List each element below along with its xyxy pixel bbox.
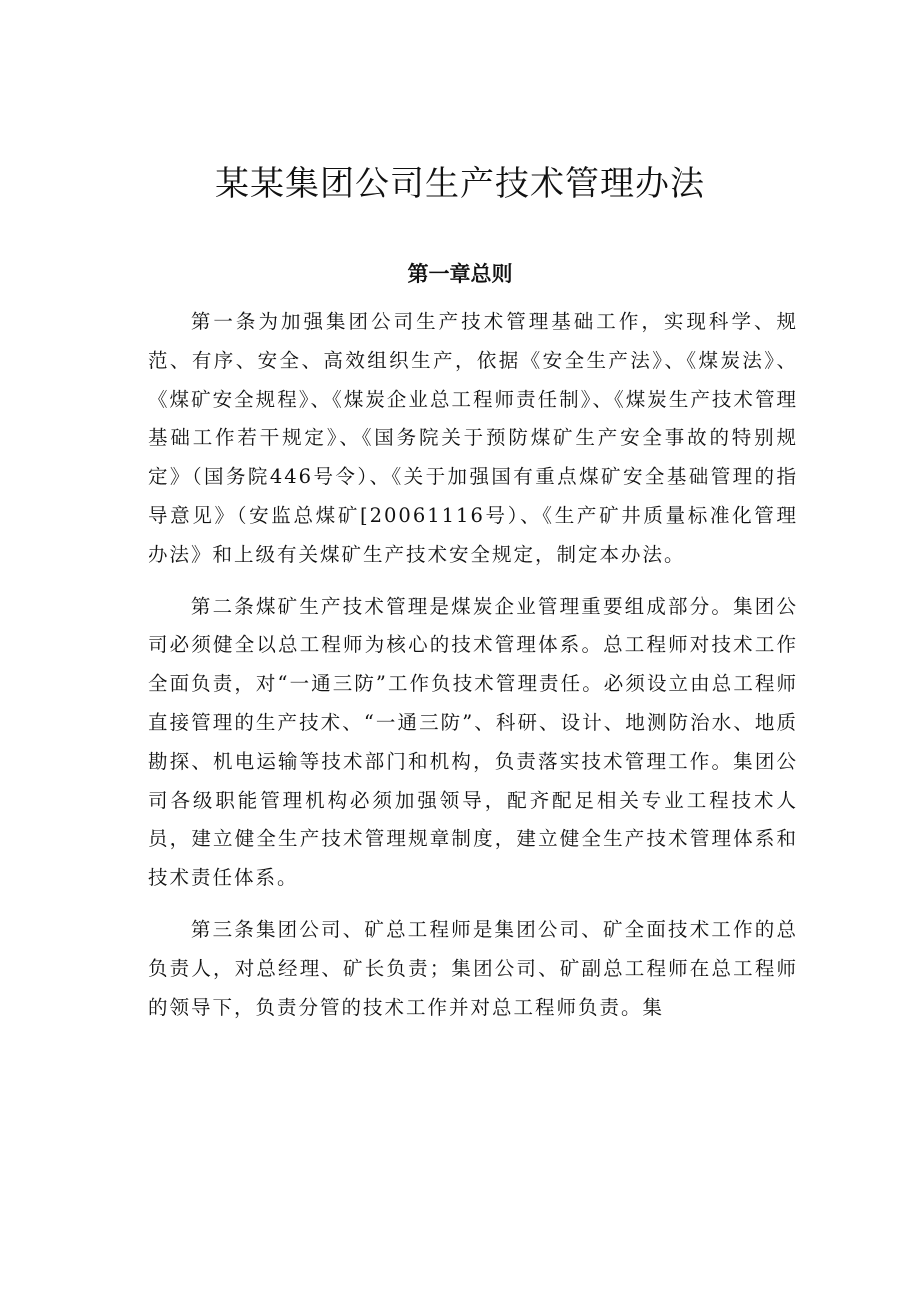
document-body — [148, 303, 798, 1040]
chapter-heading: 第一章总则 — [407, 262, 513, 286]
paragraph-article-2: 第二条煤矿生产技术管理是煤炭企业管理重要组成部分。集团公司必须健全以总工程师为核心的技术管理体系。总工程师对技术工作全面负责，对“一通三防”工作负技术管理责任。必须设立由总工程师直接管理的生产技术、“一通三防”、科研、设计、地测防治水、地质勘探、机电运输等技术部门和机构，负责落实技术管理工作。集团公司各级职能管理机构必须加强领导，配齐配足相关专业工程技术人员，建立健全生产技术管理规章制度，建立健全生产技术管理体系和技术责任体系。 — [148, 594, 798, 890]
document-title: 某某集团公司生产技术管理办法 — [215, 164, 705, 204]
paragraph-article-3: 第三条集团公司、矿总工程师是集团公司、矿全面技术工作的总负责人，对总经理、矿长负责；集团公司、矿副总工程师在总工程师的领导下，负责分管的技术工作并对总工程师负责。集 — [148, 917, 798, 1019]
paragraph-article-1: 第一条为加强集团公司生产技术管理基础工作，实现科学、规范、有序、安全、高效组织生产，依据《安全生产法》、《煤炭法》、《煤矿安全规程》、《煤炭企业总工程师责任制》、《煤炭生产技术管理基础工作若干规定》、《国务院关于预防煤矿生产安全事故的特别规定》（国务院446号令）、《关于加强国有重点煤矿安全基础管理的指导意见》（安监总煤矿[20061116号）、《生产矿井质量标准化管理办法》和上级有关煤矿生产技术安全规定，制定本办法。 — [148, 310, 798, 566]
